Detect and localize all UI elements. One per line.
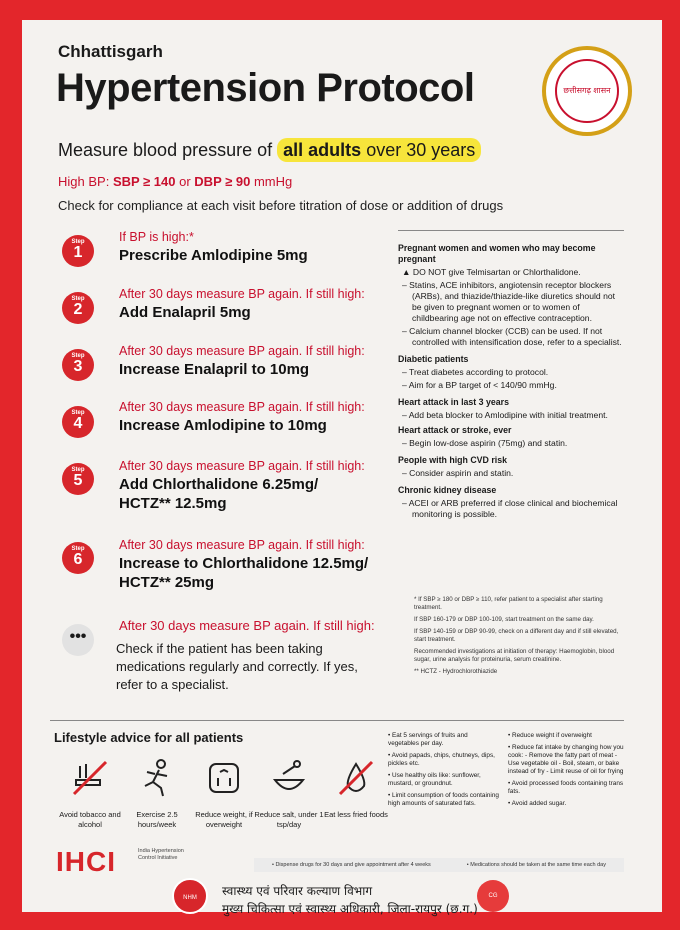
- icon-label: Eat less fried foods: [324, 810, 388, 819]
- ihci-subtitle: India Hypertension Control Initiative: [138, 848, 184, 861]
- step-badge-2: Step 2: [62, 292, 94, 324]
- pregnant-item: ▲ DO NOT give Telmisartan or Chlorthalidone.: [402, 267, 581, 277]
- pregnant-heading: Pregnant women and women who may become pregnant: [398, 243, 596, 264]
- department-line-2: मुख्य चिकित्सा एवं स्वास्थ्य अधिकारी, जिला-रायपुर (छ.ग.): [222, 902, 478, 916]
- icon-label: Exercise 2.5 hours/week: [136, 810, 178, 829]
- emblem-text: छत्तीसगढ़ शासन: [555, 59, 619, 123]
- compliance-note: Check for compliance at each visit before titration of dose or addition of drugs: [58, 198, 504, 213]
- pregnant-item: – Calcium channel blocker (CCB) can be used. If not controlled with intensification dose, refer to a specialist.: [402, 326, 622, 347]
- footnote: Recommended investigations at initiation of therapy: Haemoglobin, blood sugar, urine analysis for proteinuria, serum creatinine.: [414, 648, 615, 663]
- icon-label: Avoid tobacco and alcohol: [59, 810, 121, 829]
- state-name: Chhattisgarh: [58, 42, 163, 61]
- footnotes: [414, 596, 624, 680]
- measure-highlight: all adults over 30 years: [277, 138, 481, 162]
- timing-note: • Medications should be taken at the same time each day: [466, 862, 606, 868]
- step-5-action: Add Chlorthalidone 6.25mg/ HCTZ** 12.5mg: [119, 476, 319, 512]
- more-dots-icon: •••: [62, 624, 94, 656]
- step-badge-6: Step 6: [62, 542, 94, 574]
- divider: [50, 720, 624, 721]
- ckd-heading: Chronic kidney disease: [398, 485, 497, 495]
- step-badge-5: Step 5: [62, 463, 94, 495]
- icon-label: Reduce salt, under 1 tsp/day: [254, 810, 324, 829]
- heart-attack-stroke-item: – Begin low-dose aspirin (75mg) and statin.: [402, 438, 568, 448]
- step-badge-1: Step 1: [62, 235, 94, 267]
- weight-scale-icon: [204, 758, 244, 798]
- dispense-note: • Dispense drugs for 30 days and give appointment after 4 weeks: [272, 862, 431, 868]
- step-3-condition: After 30 days measure BP again. If still high:: [119, 344, 365, 358]
- measure-instruction: [58, 140, 481, 161]
- special-populations-panel: [398, 230, 624, 520]
- lifestyle-title: Lifestyle advice for all patients: [54, 730, 244, 745]
- heart-attack-stroke-heading: Heart attack or stroke, ever: [398, 425, 512, 435]
- government-emblem: [542, 46, 632, 136]
- footnote: ** HCTZ - Hydrochlorothiazide: [414, 668, 498, 675]
- tip: • Avoid processed foods containing trans fats.: [508, 780, 624, 795]
- diet-tips-left: [388, 732, 500, 812]
- tip: • Reduce fat intake by changing how you cook: - Remove the fatty part of meat - Use vegetable oil - Boil, steam, or bake instead of fry - Limit reuse of oil for frying: [508, 744, 624, 775]
- tip: • Eat 5 servings of fruits and vegetables per day.: [388, 732, 468, 747]
- tip: • Limit consumption of foods containing high amounts of saturated fats.: [388, 792, 499, 807]
- page-title: Hypertension Protocol: [56, 66, 475, 110]
- ihci-logo: IHCI: [56, 846, 116, 877]
- tip: • Use healthy oils like: sunflower, mustard, or groundnut.: [388, 772, 481, 787]
- step-1-action: Prescribe Amlodipine 5mg: [119, 247, 308, 264]
- step-6-action: Increase to Chlorthalidone 12.5mg/ HCTZ** 25mg: [119, 555, 369, 591]
- pregnant-item: – Statins, ACE inhibitors, angiotensin receptor blockers (ARBs), and thiazide/thiazide-like diuretics should not be given to pregnant women or to women of childbearing age not on effective contraception.: [402, 280, 616, 323]
- tip: • Reduce weight if overweight: [508, 732, 592, 739]
- diabetic-heading: Diabetic patients: [398, 354, 469, 364]
- step-5-condition: After 30 days measure BP again. If still high:: [119, 459, 365, 473]
- diabetic-item: – Treat diabetes according to protocol.: [402, 367, 549, 377]
- step-1-condition: If BP is high:*: [119, 230, 194, 244]
- final-condition: After 30 days measure BP again. If still high:: [119, 618, 375, 633]
- measure-prefix: Measure blood pressure of: [58, 140, 273, 160]
- high-bp-definition: High BP: SBP ≥ 140 or DBP ≥ 90 mmHg: [58, 174, 293, 189]
- step-6-condition: After 30 days measure BP again. If still high:: [119, 538, 365, 552]
- tip: • Avoid added sugar.: [508, 800, 567, 807]
- diet-tips-right: [508, 732, 626, 812]
- step-2-condition: After 30 days measure BP again. If still high:: [119, 287, 365, 301]
- icon-label: Reduce weight, if overweight: [195, 810, 253, 829]
- nhm-seal-icon: NHM: [172, 878, 208, 914]
- step-badge-3: Step 3: [62, 349, 94, 381]
- poster: [22, 20, 662, 916]
- step-2-action: Add Enalapril 5mg: [119, 304, 251, 321]
- no-oil-icon: [336, 758, 376, 798]
- cvd-risk-heading: People with high CVD risk: [398, 455, 507, 465]
- footnote: * If SBP ≥ 180 or DBP ≥ 110, refer patient to a specialist after starting treatment.: [414, 596, 603, 611]
- heart-attack-3yr-item: – Add beta blocker to Amlodipine with initial treatment.: [402, 410, 608, 420]
- salt-bowl-icon: [269, 758, 309, 798]
- department-line-1: स्वास्थ्य एवं परिवार कल्याण विभाग: [222, 884, 373, 898]
- tip: • Avoid papads, chips, chutneys, dips, pickles etc.: [388, 752, 495, 767]
- footnote: If SBP 140-159 or DBP 90-99, check on a different day and if still elevated, start treatment.: [414, 628, 619, 643]
- no-smoking-icon: [70, 758, 110, 798]
- step-3-action: Increase Enalapril to 10mg: [119, 361, 310, 378]
- step-4-action: Increase Amlodipine to 10mg: [119, 417, 327, 434]
- cvd-risk-item: – Consider aspirin and statin.: [402, 468, 514, 478]
- ckd-item: – ACEI or ARB preferred if close clinical and biochemical monitoring is possible.: [402, 498, 618, 519]
- final-instruction: Check if the patient has been taking medications regularly and correctly. If yes, refer to a specialist.: [116, 641, 358, 692]
- step-badge-4: Step 4: [62, 406, 94, 438]
- step-4-condition: After 30 days measure BP again. If still high:: [119, 400, 365, 414]
- heart-attack-3yr-heading: Heart attack in last 3 years: [398, 397, 510, 407]
- footnote: If SBP 160-179 or DBP 100-109, start treatment on the same day.: [414, 616, 594, 623]
- diabetic-item: – Aim for a BP target of < 140/90 mmHg.: [402, 380, 557, 390]
- running-icon: [137, 758, 177, 798]
- dispense-note-bar: [254, 858, 624, 872]
- state-health-seal-icon: CG: [477, 880, 509, 912]
